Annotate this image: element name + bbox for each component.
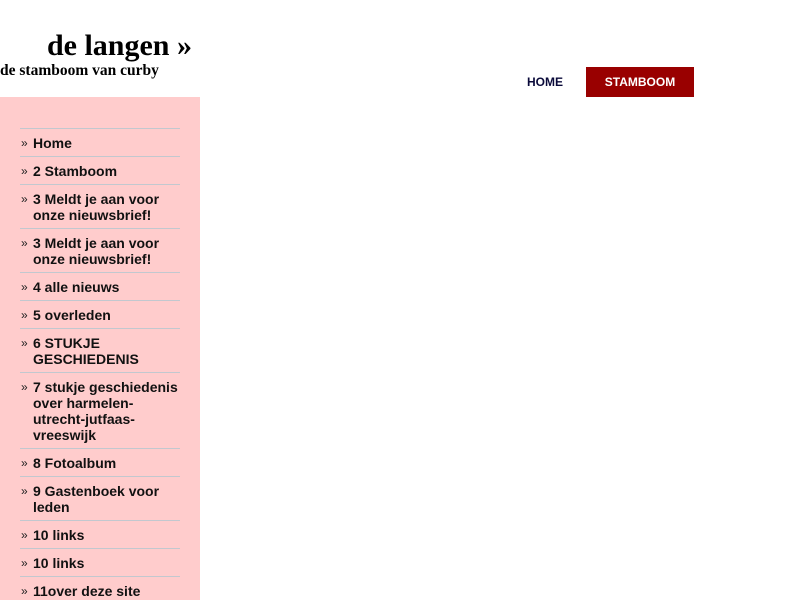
sidebar-item-gastenboek[interactable] xyxy=(20,477,180,521)
site-subtitle: de stamboom van curby xyxy=(0,62,159,79)
double-chevron-right-icon: » xyxy=(21,136,28,150)
sidebar-item-alle-nieuws[interactable] xyxy=(20,273,180,301)
double-chevron-right-icon: » xyxy=(21,456,28,470)
sidebar-item-label[interactable]: 8 Fotoalbum xyxy=(33,455,117,471)
double-chevron-right-icon: » xyxy=(21,528,28,542)
sidebar-item-overleden[interactable] xyxy=(20,301,180,329)
sidebar xyxy=(0,97,200,600)
sidebar-item-label[interactable]: 6 STUKJE GESCHIEDENIS xyxy=(33,335,139,367)
sidebar-item-label[interactable]: 3 Meldt je aan voor onze nieuwsbrief! xyxy=(33,235,160,267)
double-chevron-right-icon: » xyxy=(21,584,28,598)
double-chevron-right-icon: » xyxy=(21,336,28,350)
topnav-home-link[interactable]: HOME xyxy=(527,75,563,89)
double-chevron-right-icon: » xyxy=(21,308,28,322)
sidebar-menu xyxy=(20,128,180,600)
sidebar-item-label[interactable]: 5 overleden xyxy=(33,307,111,323)
topnav-stamboom-link[interactable]: STAMBOOM xyxy=(586,67,694,97)
sidebar-item-over-deze-site[interactable] xyxy=(20,577,180,600)
top-navigation xyxy=(508,67,694,97)
sidebar-item-label[interactable]: 11over deze site xyxy=(33,583,141,599)
sidebar-item-fotoalbum[interactable] xyxy=(20,449,180,477)
sidebar-item-label[interactable]: 10 links xyxy=(33,527,85,543)
sidebar-item-label[interactable]: 2 Stamboom xyxy=(33,163,118,179)
double-chevron-right-icon: » xyxy=(21,484,28,498)
sidebar-item-stamboom[interactable] xyxy=(20,157,180,185)
sidebar-item-label[interactable]: 3 Meldt je aan voor onze nieuwsbrief! xyxy=(33,191,160,223)
sidebar-item-label[interactable]: Home xyxy=(33,135,72,151)
double-chevron-right-icon: » xyxy=(21,556,28,570)
sidebar-item-links[interactable] xyxy=(20,521,180,549)
sidebar-item-links-2[interactable] xyxy=(20,549,180,577)
sidebar-item-label[interactable]: 9 Gastenboek voor leden xyxy=(33,483,160,515)
double-chevron-right-icon: » xyxy=(21,164,28,178)
sidebar-item-label[interactable]: 7 stukje geschiedenis over harmelen-utrecht-jutfaas-vreeswijk xyxy=(33,379,178,443)
sidebar-item-nieuwsbrief[interactable] xyxy=(20,185,180,229)
double-chevron-right-icon: » xyxy=(21,380,28,394)
sidebar-item-home[interactable] xyxy=(20,129,180,157)
double-chevron-right-icon: » xyxy=(21,280,28,294)
site-title[interactable]: de langen » xyxy=(46,29,192,62)
sidebar-item-label[interactable]: 10 links xyxy=(33,555,85,571)
site-logo[interactable] xyxy=(0,30,200,80)
sidebar-item-stukje-geschiedenis[interactable] xyxy=(20,329,180,373)
double-chevron-right-icon: » xyxy=(21,236,28,250)
sidebar-item-nieuwsbrief-2[interactable] xyxy=(20,229,180,273)
sidebar-item-geschiedenis-harmelen[interactable] xyxy=(20,373,180,449)
double-chevron-right-icon: » xyxy=(21,192,28,206)
sidebar-item-label[interactable]: 4 alle nieuws xyxy=(33,279,120,295)
